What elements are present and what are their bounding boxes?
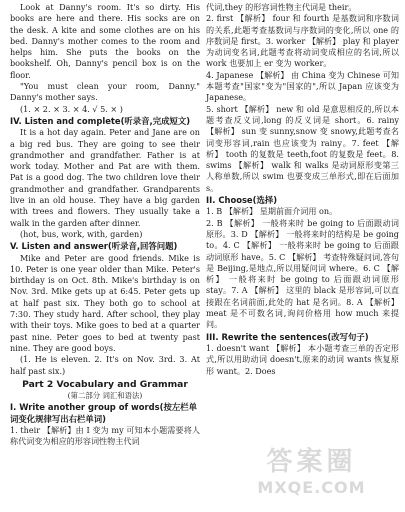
story-paragraph: Look at Danny's room. It's so dirty. His books are here and there. His socks are on the desk. A kite and some clothes are on his bed. Danny's mother comes to the room and helps him. She puts the books on the bookshelf. Oh, Danny's pencil box is on the floor. <box>10 2 200 80</box>
watermark-logo <box>224 446 399 506</box>
section-1-title: I. Write another group of words(按左栏单词变化规律写出右栏单词) <box>10 402 197 424</box>
section-iii-title: III. Rewrite the sentences(改写句子) <box>206 331 369 342</box>
section-1-item-1: 1. their 【解析】由 I 变为 my 可知本小题需要将人称代词变为相应的形容词性物主代词 <box>10 424 200 447</box>
answer-item-1-cont: 代词,they 的形容词性物主代词是 their。 <box>206 2 357 12</box>
answer-items-5-8: 5. short 【解析】 new 和 old 是意思相反的,所以本题考查反义词,long 的反义词是 short。6. rainy 【解析】 sun 变 sunny,snow 变 snowy,此题考查名词变形容词,rain 也应该变为 rainy。7. feet 【解析】 tooth 的复数是 teeth,foot 的复数是 feet。8. swims 【解析】 walk 和 walks 是动词原形变第三人称单数,所以 swim 也要变成三单形式,即在后面加 s。 <box>206 103 399 193</box>
choose-items-2-8: 2. B 【解析】 一般将来时 be going to 后面跟动词原形。3. D 【解析】 一般将来时的结构是 be going to。4. C 【解析】 一般将来时 be going to 后面跟动词原形 have。5. C 【解析】 考查特殊疑问词,答句是 Beijing,是地点,所以用疑问词 where。6. C 【解析】 一般将来时 be going to 后面跟动词原形 stay。7. A 【解析】 这里的 black 是形容词,可以直接跟在名词前面,此处的 hat 是名词。8. A 【解析】 meat 是不可数名词,询问价格用 how much 来提问。 <box>206 217 399 330</box>
left-column <box>10 2 200 448</box>
answers-part1: (1. × 2. × 3. × 4. √ 5. × ) <box>20 103 123 114</box>
watermark-url: MXQE.COM <box>257 478 366 497</box>
choose-item-1: 1. B 【解析】 星期前面介词用 on。 <box>206 206 338 217</box>
part-2-heading: Part 2 Vocabulary and Grammar <box>22 378 188 390</box>
section-5-answers: (1. He is eleven. 2. It's on Nov. 3rd. 3. At half past six.) <box>10 354 200 376</box>
rewrite-item-1: 1. doesn't want 【解析】 本小题考查三单的否定形式,所以用助动词 doesn't,原来的动词 wants 恢复原形 want。2. Does <box>206 342 399 376</box>
story-quote: "You must clean your room, Danny." Danny's mother says. <box>10 81 200 103</box>
answer-items-2-3: 2. first 【解析】 four 和 fourth 是基数词和序数词的关系,此题考查基数词与序数词的变化,所以 one 的序数词是 first。3. worker 【解析】 play 和 player 为动词变名词,此题考查将动词变成相应的名词,所以 work 也要加上 er 变为 worker。 <box>206 13 399 69</box>
section-4-title: IV. Listen and complete(听录音,完成短文) <box>10 115 191 126</box>
section-4-text: It is a hot day again. Peter and Jane are on a big red bus. They are going to see their grandmother and grandfather. Father is at work today. Mother and Pat are with them. Pat is a good dog. The two children love their grandmother and grandfather. Grandparents live in an old house. They have a big garden with trees and flowers. They usually take a walk in the garden after dinner. <box>10 127 200 228</box>
right-column <box>206 2 399 377</box>
section-5-title: V. Listen and answer(听录音,回答问题) <box>10 241 178 252</box>
section-4-answers: (hot, bus, work, with, garden) <box>20 228 143 239</box>
answer-item-4: 4. Japanese 【解析】 由 China 变为 Chinese 可知本题考查"国家"变为"国家的",所以 Japan 应该变为 Japanese。 <box>206 69 399 103</box>
section-5-text: Mike and Peter are good friends. Mike is 10. Peter is one year older than Mike. Peter's birthday is on Oct. 8th. Mike's birthday is on Nov. 3rd. Mike gets up at 6:45. Peter gets up at half past six. They both go to school at 7:30. They study hard. After school, they play with their toys. Mike goes to bed at a quarter past nine. Peter goes to bed at twenty past nine. They are good boys. <box>10 252 200 353</box>
part-2-subheading: (第二部分 词汇和语法) <box>67 391 143 401</box>
watermark-text: 答案圈 <box>266 447 357 477</box>
section-ii-title: II. Choose(选择) <box>206 195 278 206</box>
